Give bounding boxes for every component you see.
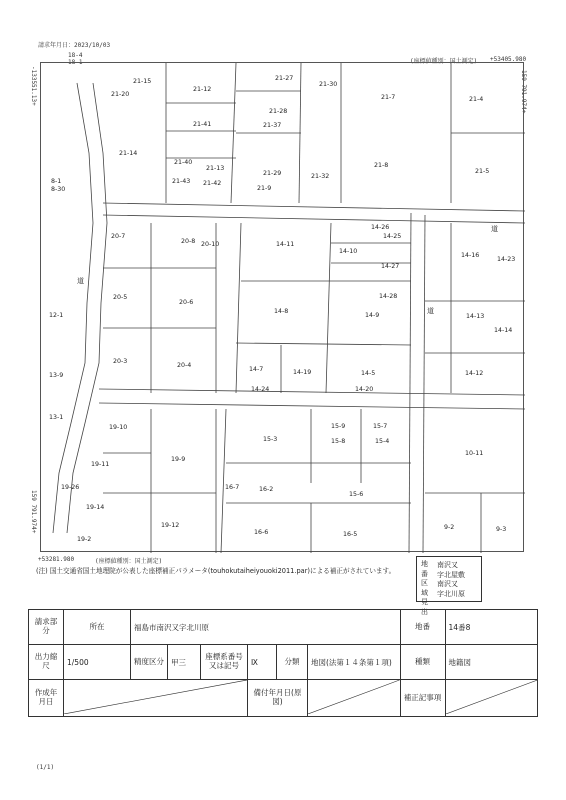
parcel-label: 16-6 [254, 529, 269, 536]
measure-type-top: (座標値種別：国土測定) [410, 58, 478, 65]
parcel-label: 21-20 [111, 91, 130, 98]
parcel-label: 21-15 [133, 78, 152, 85]
parcel-label: 14-14 [494, 327, 513, 334]
parcel-label: 20-8 [181, 238, 196, 245]
parcel-label: 14-23 [497, 256, 516, 263]
parcel-label: 8-1 [51, 178, 62, 185]
parcel-label: 20-7 [111, 233, 126, 240]
parcel-label: 14-16 [461, 252, 480, 259]
parcel-label: 20-3 [113, 358, 128, 365]
parcel-label: 21-41 [193, 121, 212, 128]
parcel-label: 20-4 [177, 362, 192, 369]
type-value: 地籍図 [445, 645, 537, 680]
location-label: 所在 [64, 610, 131, 645]
parcel-label: 21-12 [193, 86, 212, 93]
parcel-label: 21-8 [374, 162, 389, 169]
parcel-label: 14-7 [249, 366, 264, 373]
scale-mark: 18-1 [68, 59, 83, 66]
lot-label: 地番 [400, 610, 445, 645]
street-label-right: 道 [427, 307, 434, 315]
scale-mark: 18-4 [68, 52, 83, 59]
parcel-label: 9-2 [444, 524, 455, 531]
type-label: 種類 [400, 645, 445, 680]
parcel-label: 21-29 [263, 170, 282, 177]
district-entries [437, 561, 465, 599]
parcel-label: 8-30 [51, 186, 66, 193]
parcel-label: 13-9 [49, 372, 64, 379]
lot-value: 14番8 [445, 610, 537, 645]
record-date-label: 備付年月日(原図) [248, 680, 308, 717]
parcel-label: 14-19 [293, 369, 312, 376]
blank-cross [446, 680, 537, 714]
parcel-label: 21-27 [275, 75, 294, 82]
cadastral-map [40, 62, 524, 552]
parcel-label: 21-30 [319, 81, 338, 88]
parcel-label: 14-13 [466, 313, 485, 320]
correction-note: (注) 国土交通省国土地理院が公表した座標補正パラメータ(touhokutaiheiyouoki2011.par)による補正がされています。 [36, 567, 396, 575]
district-entry: 字北屋敷 [437, 570, 465, 579]
parcel-label: 15-7 [373, 423, 388, 430]
parcel-label: 21-14 [119, 150, 138, 157]
scale-value: 1/500 [64, 645, 131, 680]
street-label-top-right: 道 [491, 225, 498, 233]
parcel-label: 21-42 [203, 180, 222, 187]
coord-system-value: Ⅸ [248, 645, 277, 680]
parcel-label: 21-4 [469, 96, 484, 103]
request-label: 請求部分 [29, 610, 64, 645]
record-date-value [308, 680, 401, 717]
parcel-label: 14-8 [274, 308, 289, 315]
print-date: 請求年月日：2023/10/03 [38, 42, 111, 49]
parcel-label: 15-3 [263, 436, 278, 443]
class-value: 地図(法第１４条第１項) [308, 645, 401, 680]
parcel-label: 14-27 [381, 263, 400, 270]
parcel-label: 21-28 [269, 108, 288, 115]
parcel-label: 13-1 [49, 414, 64, 421]
parcel-label: 21-43 [172, 178, 191, 185]
accuracy-label: 精度区分 [131, 645, 168, 680]
parcel-label: 20-6 [179, 299, 194, 306]
coord-right-vertical: 159 791.974+ [520, 70, 527, 114]
parcel-label: 21-13 [206, 165, 225, 172]
parcel-label: 14-12 [465, 370, 484, 377]
accuracy-value: 甲三 [168, 645, 201, 680]
parcel-label: 19-2 [77, 536, 92, 543]
parcel-label: 15-8 [331, 438, 346, 445]
coord-system-label: 座標系番号又は記号 [201, 645, 248, 680]
parcel-label: 21-37 [263, 122, 282, 129]
table-row [29, 610, 538, 645]
page-number: (1/1) [36, 764, 55, 771]
table-row [29, 680, 538, 717]
district-entry: 南沢又 [437, 580, 458, 588]
parcel-label: 14-10 [339, 248, 358, 255]
parcel-label: 9-3 [496, 526, 507, 533]
parcel-label: 14-11 [276, 241, 295, 248]
blank-cross [308, 680, 400, 714]
parcel-label: 14-20 [355, 386, 374, 393]
parcel-label: 12-1 [49, 312, 64, 319]
parcel-label: 14-25 [383, 233, 402, 240]
supplement-label: 補正記事項 [400, 680, 445, 717]
coord-left-top: -133551.13+ [30, 66, 37, 106]
parcel-label: 21-5 [475, 168, 490, 175]
parcel-label: 21-9 [257, 185, 272, 192]
location-value: 福島市南沢又字北川原 [131, 610, 401, 645]
coord-left-bottom: 159 791.974+ [30, 490, 37, 534]
coord-top-right: +53405.980 [490, 56, 527, 63]
map-drawing [41, 63, 525, 553]
supplement-value [445, 680, 537, 717]
parcel-label: 14-24 [251, 386, 270, 393]
document-info-table [28, 609, 538, 717]
district-entry: 字北川原 [437, 589, 465, 598]
parcel-label: 19-14 [86, 504, 105, 511]
street-label-left: 道 [77, 277, 84, 285]
district-title: 地番区域見出 [421, 560, 428, 616]
parcel-label: 14-5 [361, 370, 376, 377]
parcel-label: 20-10 [201, 241, 220, 248]
parcel-label: 21-40 [174, 159, 193, 166]
parcel-label: 15-4 [375, 438, 390, 445]
scale-label: 出力縮尺 [29, 645, 64, 680]
parcel-label: 20-5 [113, 294, 128, 301]
parcel-label: 19-26 [61, 484, 80, 491]
parcel-label: 16-2 [259, 486, 274, 493]
parcel-label: 14-28 [379, 293, 398, 300]
parcel-label: 14-26 [371, 224, 390, 231]
parcel-label: 19-12 [161, 522, 180, 529]
parcel-label: 16-5 [343, 531, 358, 538]
parcel-label: 21-32 [311, 173, 330, 180]
blank-cross [64, 680, 247, 714]
district-box [416, 556, 482, 616]
parcel-label: 14-9 [365, 312, 380, 319]
parcel-label: 19-10 [109, 424, 128, 431]
parcel-label: 15-6 [349, 491, 364, 498]
parcel-label: 21-7 [381, 94, 396, 101]
parcel-label: 10-11 [465, 450, 484, 457]
parcel-label: 16-7 [225, 484, 240, 491]
parcel-label: 19-9 [171, 456, 186, 463]
created-value [64, 680, 248, 717]
measure-type-bottom: (座標値種別：国土測定) [95, 558, 163, 565]
district-entry: 南沢又 [437, 561, 458, 569]
table-row [29, 645, 538, 680]
parcel-label: 19-11 [91, 461, 110, 468]
created-label: 作成年月日 [29, 680, 64, 717]
class-label: 分類 [277, 645, 308, 680]
parcel-label: 15-9 [331, 423, 346, 430]
coord-bottom-left: +53281.980 [38, 556, 75, 563]
